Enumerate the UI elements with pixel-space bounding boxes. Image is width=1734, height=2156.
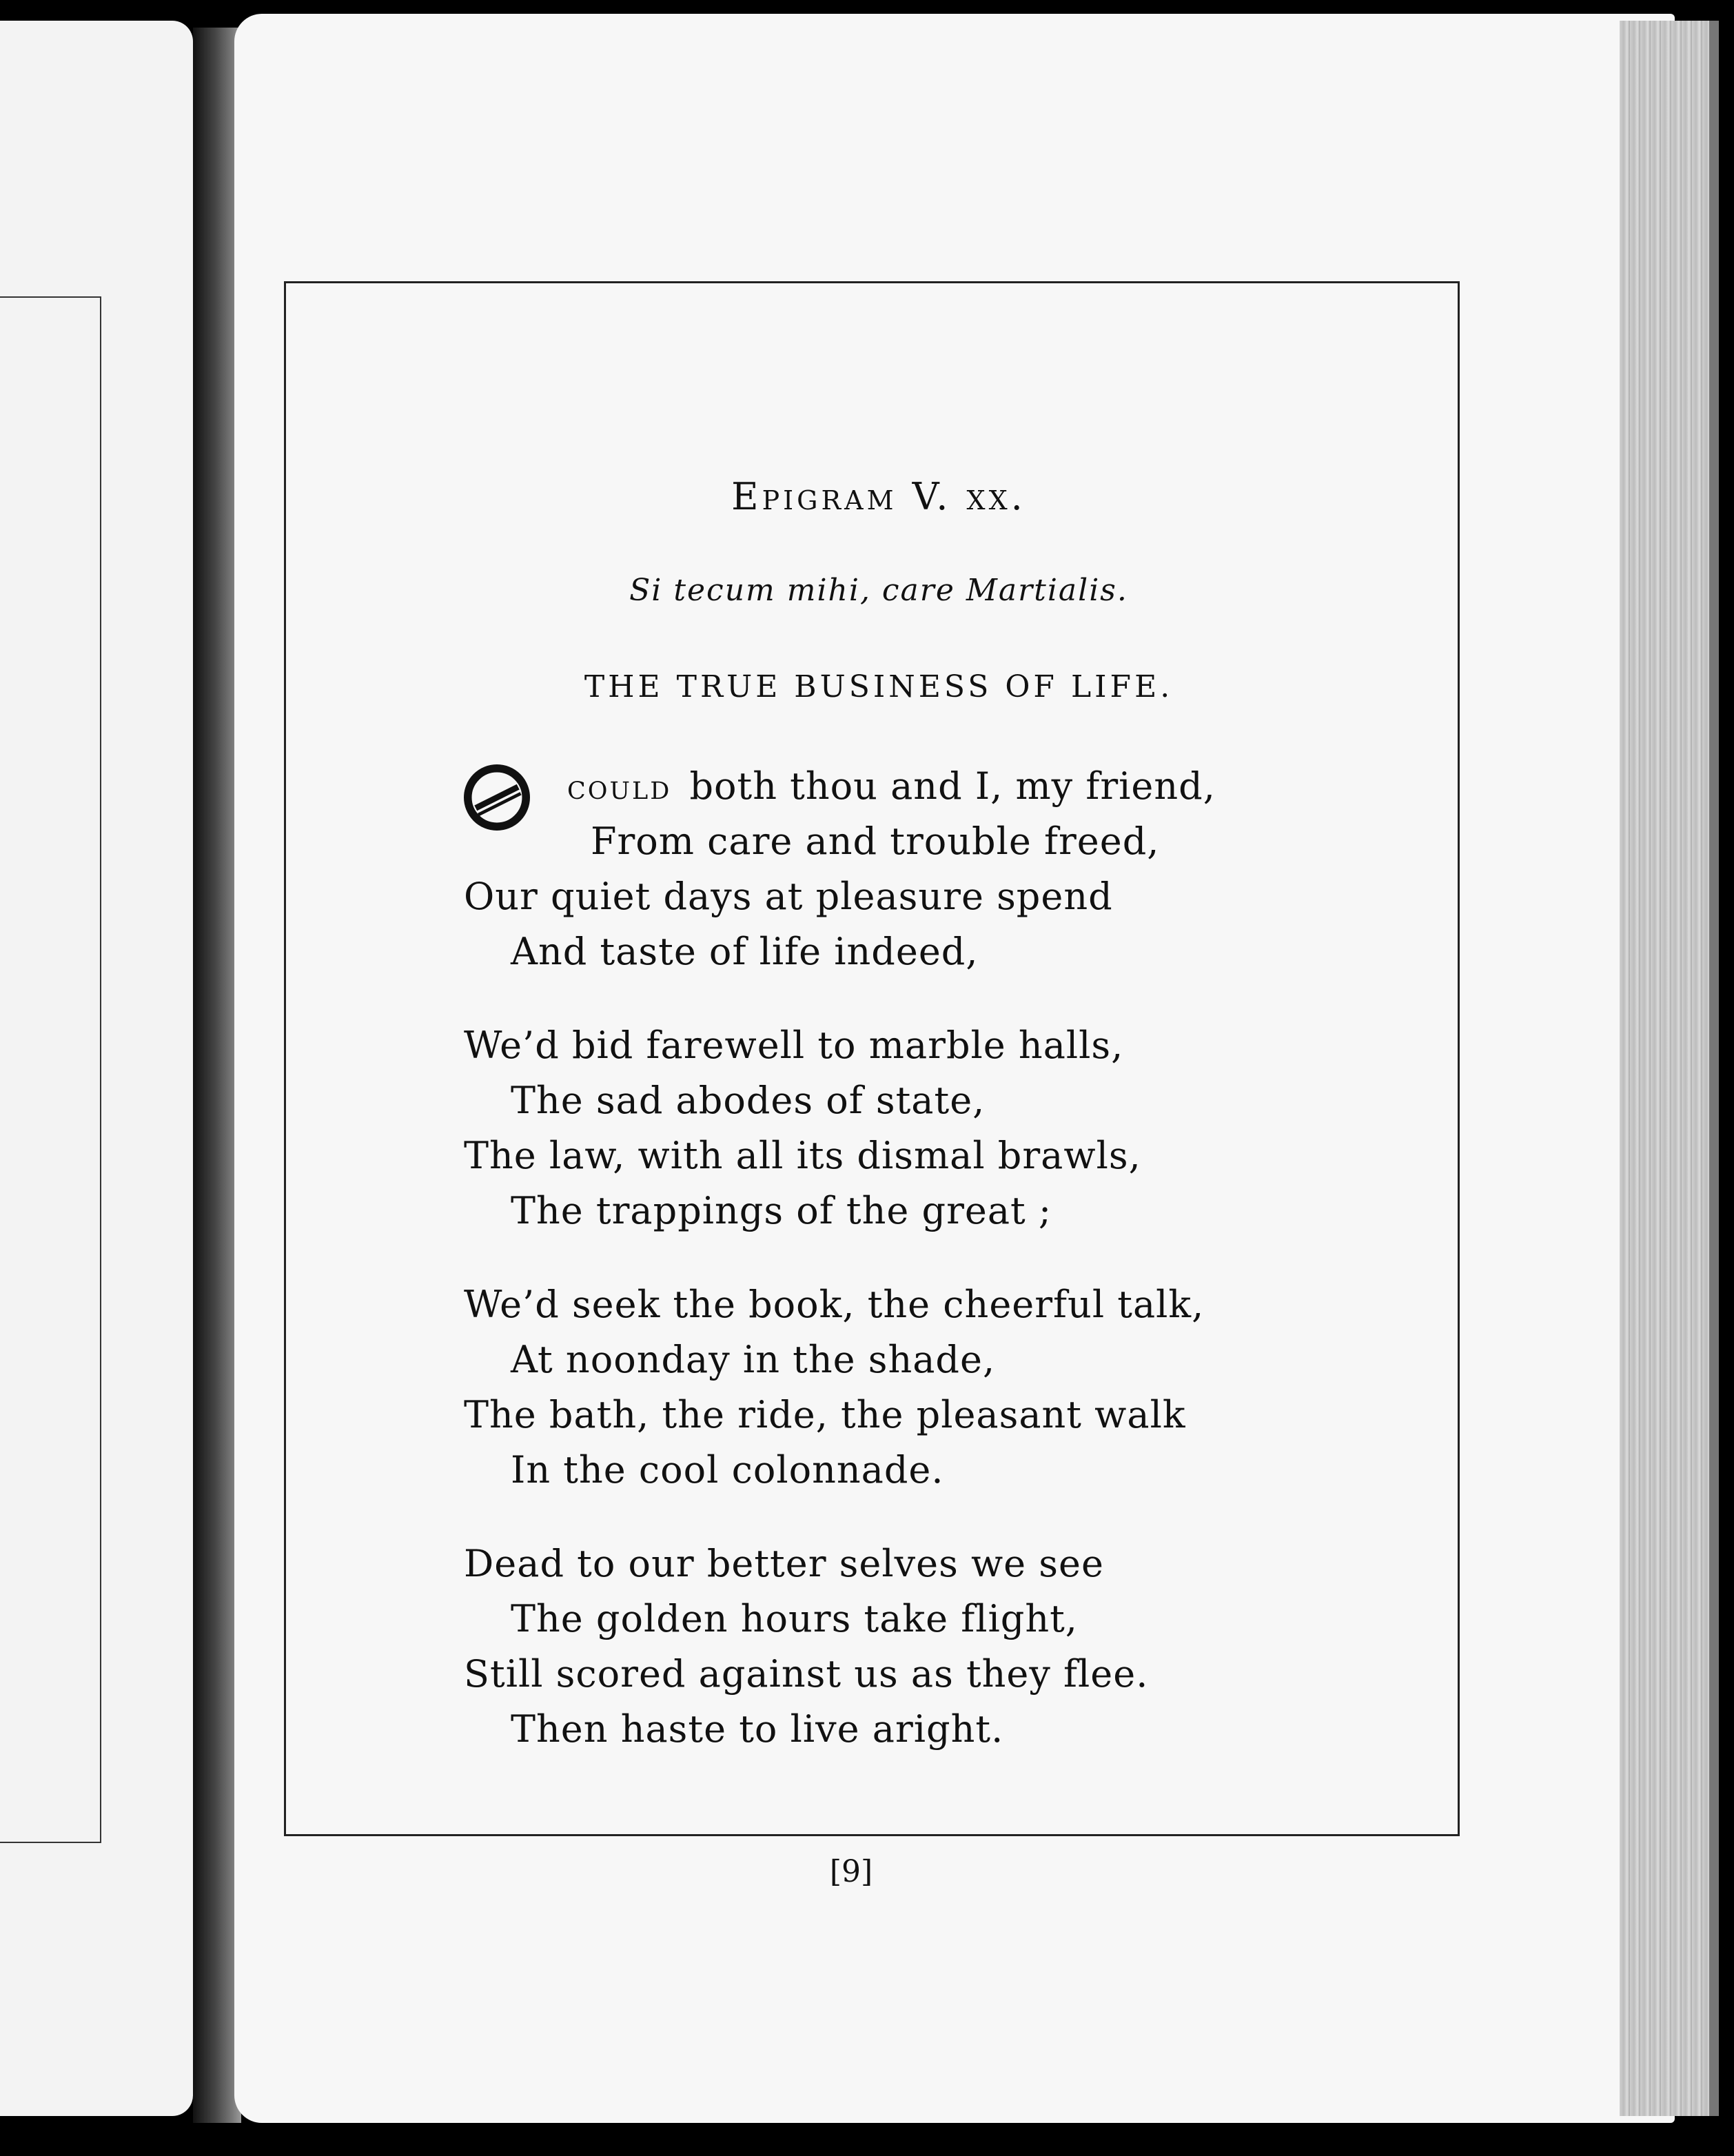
poem-line: We’d seek the book, the cheerful talk, [464, 1283, 1205, 1326]
poem-line [464, 759, 1360, 814]
stanza-1 [464, 759, 1360, 979]
poem-line: The trappings of the great ; [511, 1189, 1052, 1232]
poem-line: From care and trouble freed, [591, 820, 1160, 863]
stanza-3 [464, 1277, 1360, 1498]
stanza-4 [464, 1536, 1360, 1757]
poem-line: Our quiet days at pleasure spend [464, 875, 1113, 918]
poem-line: Dead to our better selves we see [464, 1542, 1104, 1585]
poem-line: Still scored against us as they flee. [464, 1652, 1149, 1696]
first-word: could [567, 767, 672, 807]
poem-line: In the cool colonnade. [511, 1448, 944, 1492]
poem-body [464, 759, 1360, 1796]
page-number: [9] [829, 1854, 873, 1889]
poem-line: The sad abodes of state, [511, 1079, 986, 1122]
poem-line: Then haste to live aright. [511, 1707, 1004, 1751]
drop-cap-o-icon [464, 764, 530, 831]
poem-text-block [286, 283, 1458, 1834]
poem-line: And taste of life indeed, [511, 930, 979, 973]
left-page-frame [0, 296, 101, 1843]
page-edges [1620, 21, 1719, 2116]
poem-line: The golden hours take flight, [511, 1597, 1078, 1640]
poem-line: We’d bid farewell to marble halls, [464, 1024, 1124, 1067]
poem-line-text: both thou and I, my friend, [689, 764, 1216, 808]
poem-line: The bath, the ride, the pleasant walk [464, 1393, 1186, 1436]
poem-line: The law, with all its dismal brawls, [464, 1134, 1141, 1177]
printed-frame [284, 281, 1460, 1836]
latin-incipit: Si tecum mihi, care Martialis. [629, 573, 1128, 608]
poem-heading: THE TRUE BUSINESS OF LIFE. [584, 669, 1174, 704]
stanza-2 [464, 1018, 1360, 1239]
poem-line: At noonday in the shade, [511, 1338, 996, 1381]
facing-left-page [0, 21, 193, 2116]
epigram-title: Epigram V. xx. [731, 475, 1026, 518]
